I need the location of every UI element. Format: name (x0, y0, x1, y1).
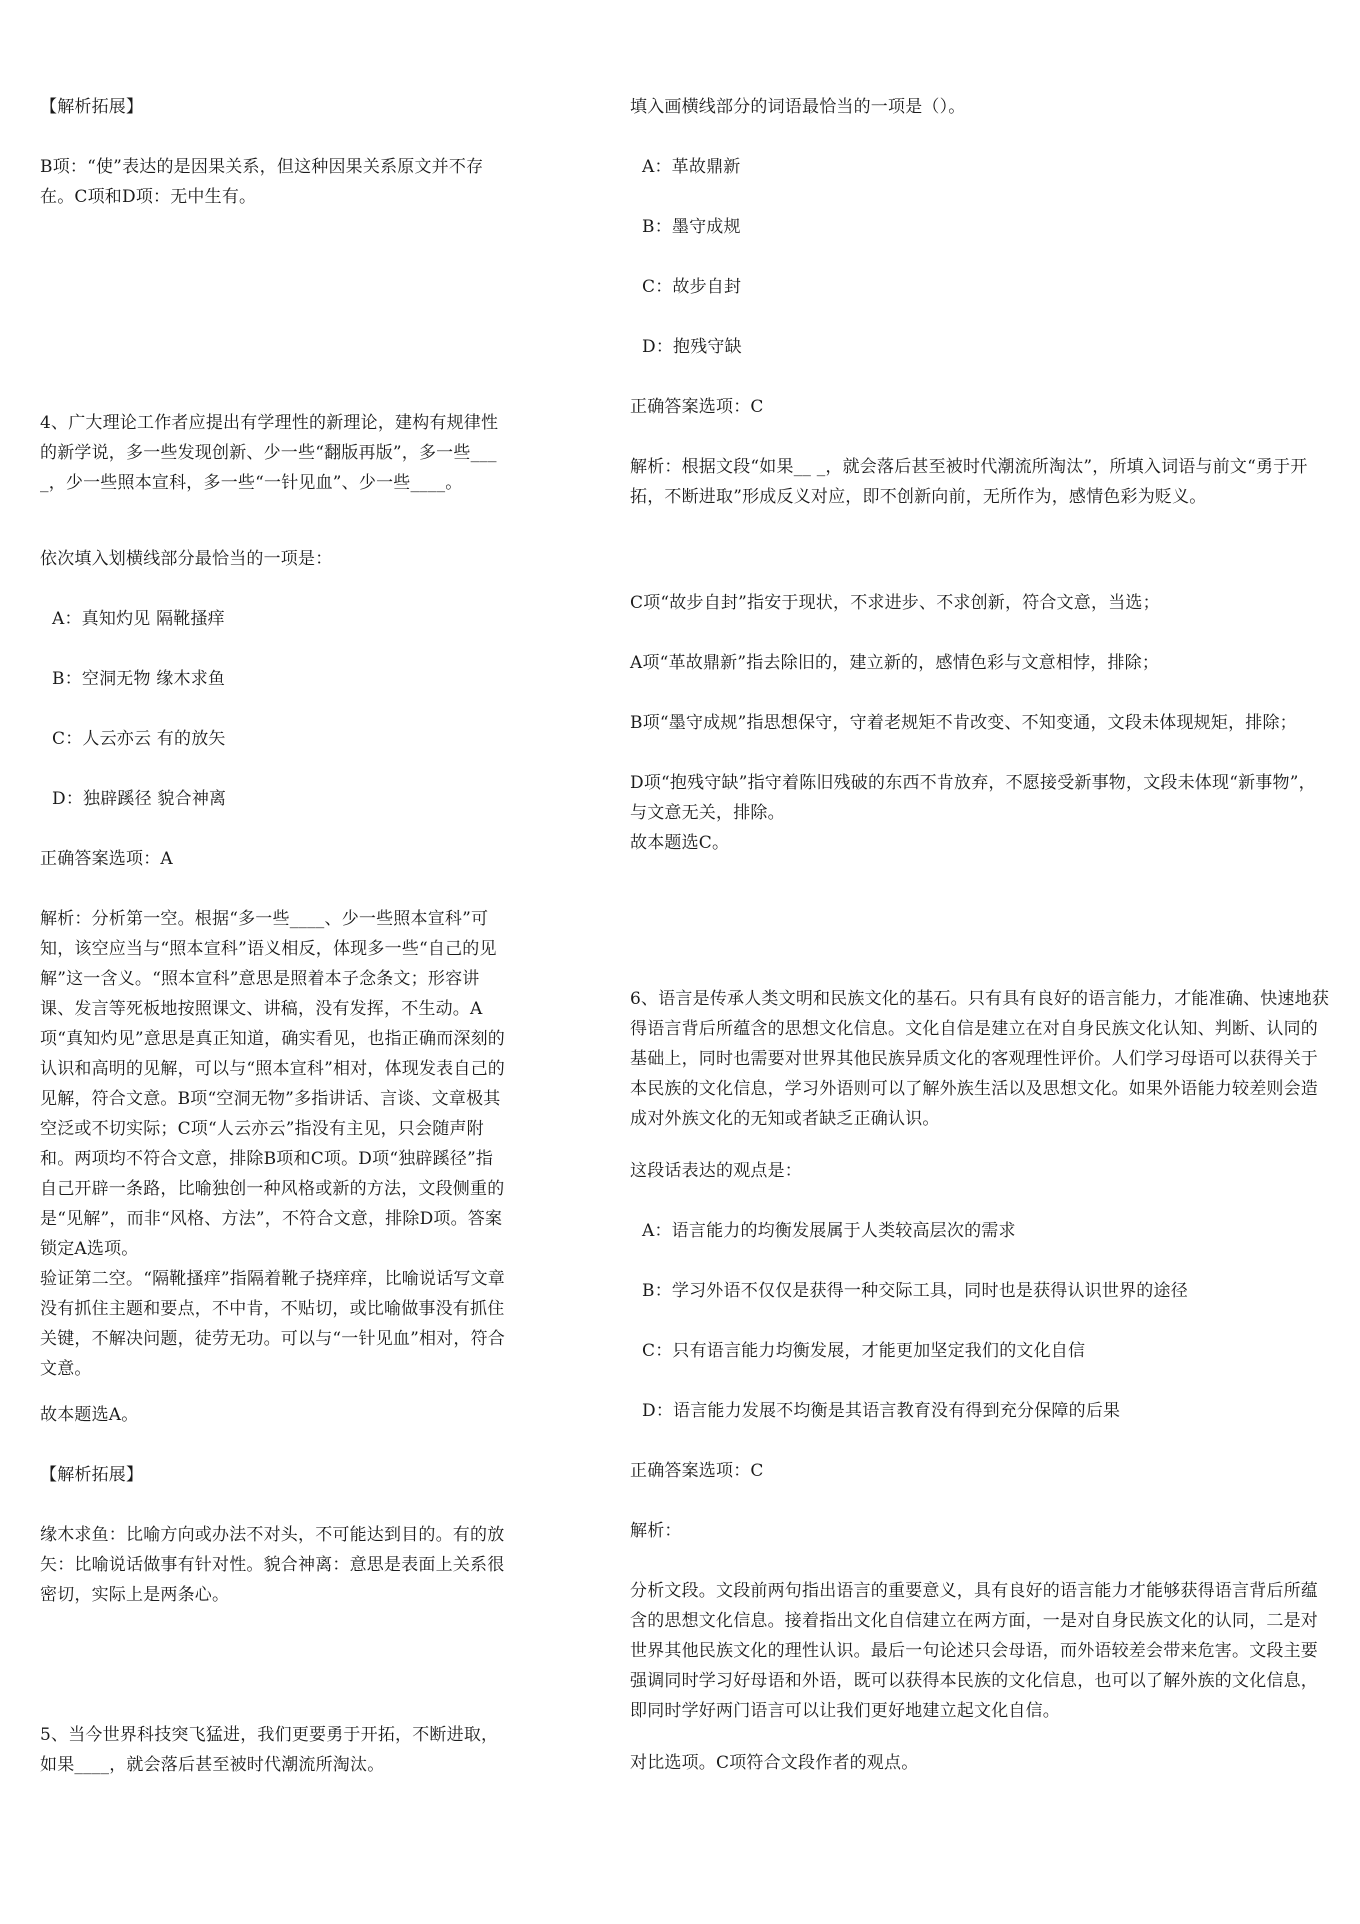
question-4-option-d: D：独辟蹊径 貌合神离 (52, 789, 227, 809)
question-5-option-a: A：革故鼎新 (642, 157, 741, 177)
question-4-prompt: 依次填入划横线部分最恰当的一项是： (40, 549, 333, 569)
question-6-option-c: C：只有语言能力均衡发展，才能更加坚定我们的文化自信 (642, 1341, 1086, 1361)
question-5-option-b: B：墨守成规 (642, 217, 741, 237)
question-4-conclusion: 故本题选A。 (40, 1405, 139, 1425)
question-6-option-comparison: 对比选项。C项符合文段作者的观点。 (630, 1753, 919, 1773)
question-6-stem: 6、语言是传承人类文明和民族文化的基石。只有具有良好的语言能力，才能准确、快速地获得语言背后所蕴含的思想文化信息。文化自信是建立在对自身民族文化认知、判断、认同的基础上，同时也需要对世界其他民族异质文化的客观理性评价。人们学习母语可以获得关于本民族的文化信息，学习外语则可以了解外族生活以及思想文化。如果外语能力较差则会造成对外族文化的无知或者缺乏正确认识。 (630, 989, 1330, 1129)
question-4-option-b: B：空洞无物 缘木求鱼 (52, 669, 226, 689)
question-4-analysis-first-blank: 解析：分析第一空。根据“多一些____、少一些照本宣科”可知，该空应当与“照本宣科”语义相反，体现多一些“自己的见解”这一含义。“照本宣科”意思是照着本子念条文；形容讲课、发言等死板地按照课文、讲稿，没有发挥，不生动。A项“真知灼见”意思是真正知道，确实看见，也指正确而深刻的认识和高明的见解，可以与“照本宣科”相对，体现发表自己的见解，符合文意。B项“空洞无物”多指讲话、言谈、文章极其空泛或不切实际；C项“人云亦云”指没有主见，只会随声附和。两项均不符合文意，排除B项和C项。D项“独辟蹊径”指自己开辟一条路，比喻独创一种风格或新的方法，文段侧重的是“见解”，而非“风格、方法”，不符合文意，排除D项。答案锁定A选项。 (40, 909, 505, 1259)
question-5-answer: 正确答案选项：C (630, 397, 764, 417)
question-5-analysis: 解析：根据文段“如果__ _，就会落后甚至被时代潮流所淘汰”，所填入词语与前文“勇于开拓，不断进取”形成反义对应，即不创新向前，无所作为，感情色彩为贬义。 (630, 457, 1308, 507)
question-5-option-d: D：抱残守缺 (642, 337, 742, 357)
question-4-extension-body: 缘木求鱼：比喻方向或办法不对头，不可能达到目的。有的放矢：比喻说话做事有针对性。貌合神离：意思是表面上关系很密切，实际上是两条心。 (40, 1525, 505, 1605)
question-5-analysis-option-c: C项“故步自封”指安于现状，不求进步、不求创新，符合文意，当选； (630, 593, 1160, 613)
question-5-option-c: C：故步自封 (642, 277, 742, 297)
question-6-analysis-label: 解析： (630, 1521, 682, 1541)
question-6-option-b: B：学习外语不仅仅是获得一种交际工具，同时也是获得认识世界的途径 (642, 1281, 1188, 1301)
question-5-analysis-option-b: B项“墨守成规”指思想保守，守着老规矩不肯改变、不知变通，文段未体现规矩，排除； (630, 713, 1297, 733)
question-6-prompt: 这段话表达的观点是： (630, 1161, 802, 1181)
question-5-conclusion: 故本题选C。 (630, 833, 730, 853)
analysis-extension-header: 【解析拓展】 (40, 97, 144, 117)
question-5-analysis-option-a: A项“革故鼎新”指去除旧的，建立新的，感情色彩与文意相悖，排除； (630, 653, 1160, 673)
question-4-answer: 正确答案选项：A (40, 849, 173, 869)
question-4-analysis-second-blank: 验证第二空。“隔靴搔痒”指隔着靴子挠痒痒，比喻说话写文章没有抓住主题和要点，不中肯，不贴切，或比喻做事没有抓住关键，不解决问题，徒劳无功。可以与“一针见血”相对，符合文意。 (40, 1269, 505, 1379)
question-4-option-a: A：真知灼见 隔靴搔痒 (52, 609, 225, 629)
question-6-answer: 正确答案选项：C (630, 1461, 764, 1481)
question-4-extension-header: 【解析拓展】 (40, 1465, 144, 1485)
question-4-option-c: C：人云亦云 有的放矢 (52, 729, 226, 749)
question-6-analysis-body: 分析文段。文段前两句指出语言的重要意义，具有良好的语言能力才能够获得语言背后所蕴含的思想文化信息。接着指出文化自信建立在两方面，一是对自身民族文化的认同，二是对世界其他民族文化的理性认识。最后一句论述只会母语，而外语较差会带来危害。文段主要强调同时学习好母语和外语，既可以获得本民族的文化信息，也可以了解外族的文化信息，即同时学好两门语言可以让我们更好地建立起文化自信。 (630, 1581, 1318, 1721)
question-5-stem: 5、当今世界科技突飞猛进，我们更要勇于开拓，不断进取，如果____，就会落后甚至被时代潮流所淘汰。 (40, 1725, 499, 1775)
question-4-stem: 4、广大理论工作者应提出有学理性的新理论，建构有规律性的新学说，多一些发现创新、少一些“翻版再版”，多一些____，少一些照本宣科，多一些“一针见血”、少一些____。 (40, 413, 499, 493)
question-5-prompt: 填入画横线部分的词语最恰当的一项是（）。 (630, 97, 966, 117)
question-6-option-a: A：语言能力的均衡发展属于人类较高层次的需求 (642, 1221, 1016, 1241)
question-5-analysis-option-d: D项“抱残守缺”指守着陈旧残破的东西不肯放弃，不愿接受新事物，文段未体现“新事物”，与文意无关，排除。 (630, 773, 1316, 823)
question-6-option-d: D：语言能力发展不均衡是其语言教育没有得到充分保障的后果 (642, 1401, 1121, 1421)
analysis-extension-body: B项：“使”表达的是因果关系，但这种因果关系原文并不存在。C项和D项：无中生有。 (40, 157, 484, 207)
